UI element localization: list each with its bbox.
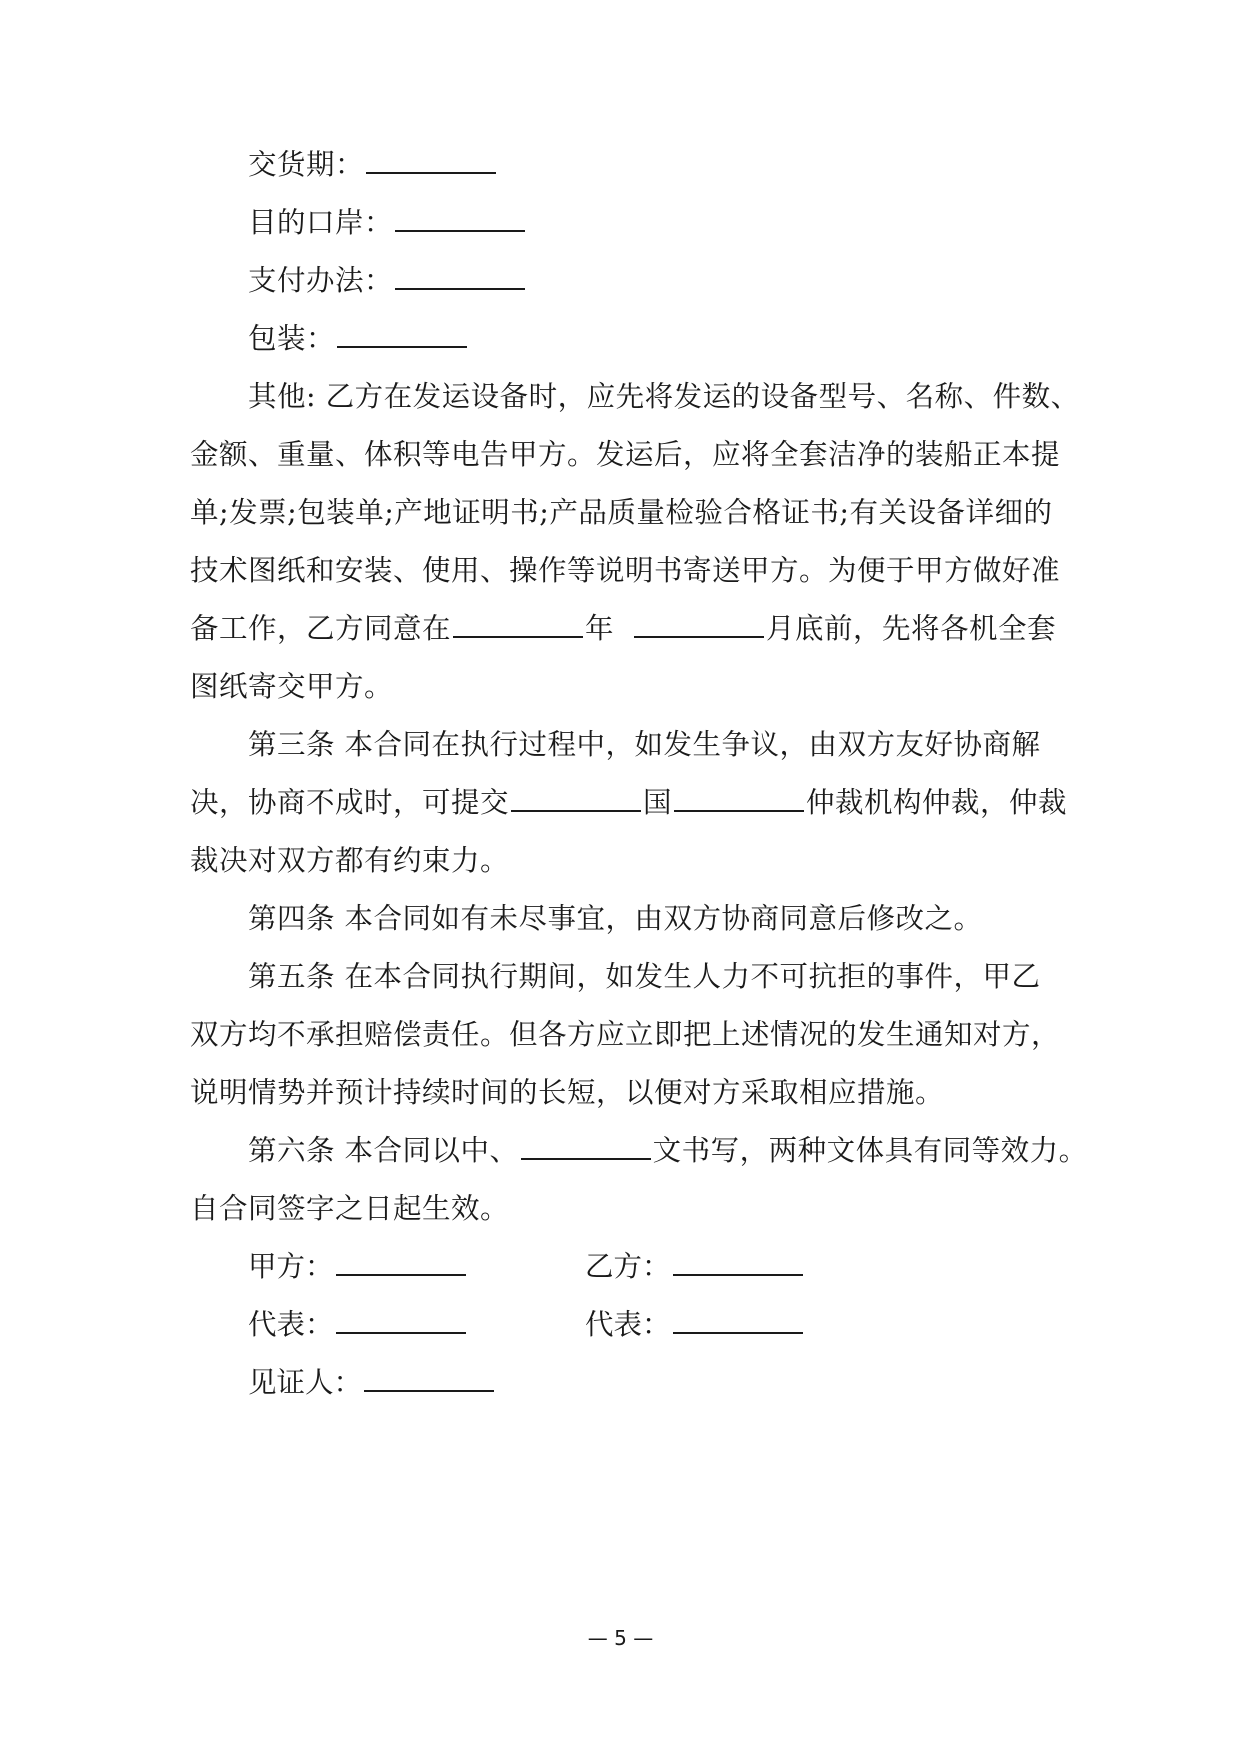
signature-rep-a: [248, 1305, 468, 1345]
delivery-label: 交货期：: [248, 148, 365, 181]
other-line-6: 图纸寄交甲方。: [190, 670, 394, 703]
art3-line-1: 第三条 本合同在执行过程中，如发生争议，由双方友好协商解: [248, 728, 1041, 761]
packing-label: 包装：: [248, 322, 336, 355]
blank-line: [453, 614, 583, 638]
signature-party-b: [585, 1247, 805, 1287]
signature-party-a: [248, 1247, 468, 1287]
art3-line-3: 裁决对双方都有约束力。: [190, 844, 510, 877]
party-a-label: 甲方：: [248, 1250, 334, 1283]
signature-rep-b: [585, 1305, 805, 1345]
blank-line: [337, 324, 467, 348]
blank-line: [336, 1310, 466, 1334]
rep-a-label: 代表：: [248, 1308, 334, 1341]
signature-witness: [248, 1363, 496, 1403]
other-line-1: 其他: 乙方在发运设备时，应先将发运的设备型号、名称、件数、: [248, 380, 1080, 413]
page-number: — 5 —: [587, 1626, 654, 1650]
witness-label: 见证人：: [248, 1366, 363, 1399]
text: 年: [585, 612, 615, 645]
other-line-2: 金额、重量、体积等电告甲方。发运后，应将全套洁净的装船正本提: [190, 438, 1061, 471]
blank-line: [336, 1252, 466, 1276]
art3-line-2: [190, 783, 1070, 823]
field-packing: [248, 319, 1128, 359]
text: 文书写，两种文体具有同等效力。: [652, 1134, 1088, 1167]
blank-line: [634, 614, 764, 638]
text: 国: [643, 786, 673, 819]
blank-line: [673, 1310, 803, 1334]
field-delivery: [248, 145, 1128, 185]
blank-line: [521, 1136, 651, 1160]
text: 月底前，先将各机全套: [766, 612, 1057, 645]
art5-line-2: 双方均不承担赔偿责任。但各方应立即把上述情况的发生通知对方，: [190, 1018, 1061, 1051]
art6-line-2: 自合同签字之日起生效。: [190, 1192, 510, 1225]
payment-label: 支付办法：: [248, 264, 394, 297]
other-line-5: [190, 609, 1070, 649]
blank-line: [364, 1368, 494, 1392]
other-line-4: 技术图纸和安装、使用、操作等说明书寄送甲方。为便于甲方做好准: [190, 554, 1061, 587]
field-port: [248, 203, 1128, 243]
text: 第六条 本合同以中、: [248, 1134, 519, 1167]
other-line-3: 单;发票;包装单;产地证明书;产品质量检验合格证书;有关设备详细的: [190, 496, 1053, 529]
rep-b-label: 代表：: [585, 1308, 671, 1341]
blank-line: [511, 788, 641, 812]
port-label: 目的口岸：: [248, 206, 394, 239]
art4-line-1: 第四条 本合同如有未尽事宜，由双方协商同意后修改之。: [248, 902, 983, 935]
blank-line: [395, 208, 525, 232]
text: 仲裁机构仲裁，仲裁: [806, 786, 1068, 819]
blank-line: [673, 1252, 803, 1276]
blank-line: [366, 150, 496, 174]
blank-line: [674, 788, 804, 812]
field-payment: [248, 261, 1128, 301]
text: 备工作，乙方同意在: [190, 612, 452, 645]
party-b-label: 乙方：: [585, 1250, 671, 1283]
art5-line-1: 第五条 在本合同执行期间，如发生人力不可抗拒的事件，甲乙: [248, 960, 1041, 993]
text: 决，协商不成时，可提交: [190, 786, 510, 819]
art5-line-3: 说明情势并预计持续时间的长短，以便对方采取相应措施。: [190, 1076, 945, 1109]
blank-line: [395, 266, 525, 290]
art6-line-1: [248, 1131, 1128, 1171]
